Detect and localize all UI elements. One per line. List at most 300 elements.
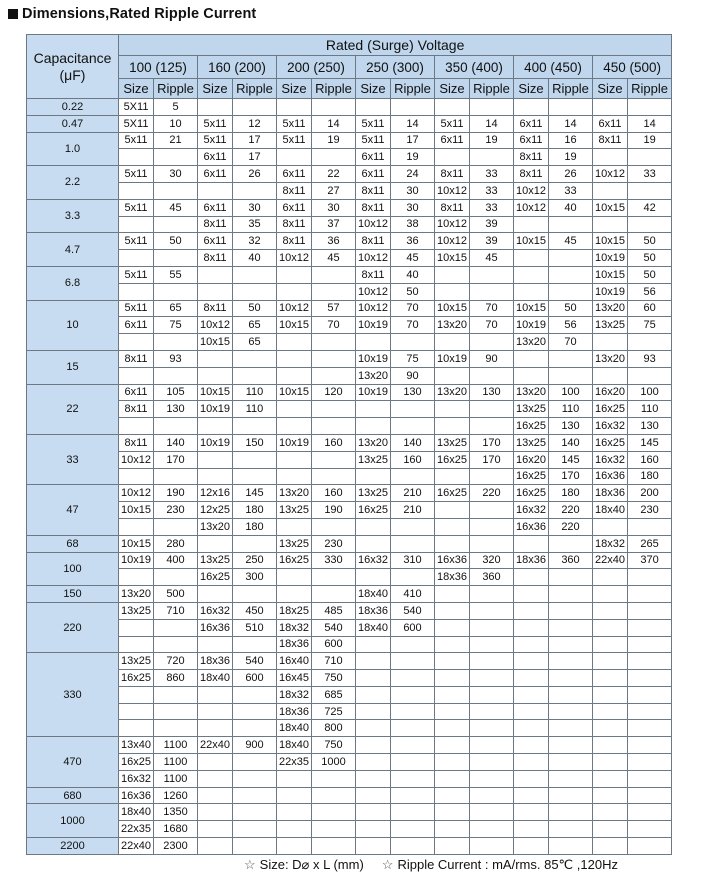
size-cell (119, 216, 154, 233)
size-cell (277, 334, 312, 351)
size-cell (593, 787, 628, 804)
ripple-cell (470, 535, 514, 552)
table-row (27, 216, 672, 233)
size-cell (435, 670, 470, 687)
size-cell (356, 418, 391, 435)
size-cell (119, 182, 154, 199)
size-cell: 16x36 (435, 552, 470, 569)
size-cell (119, 636, 154, 653)
size-cell (277, 804, 312, 821)
ripple-cell (628, 182, 672, 199)
size-cell (593, 686, 628, 703)
size-cell (277, 569, 312, 586)
size-cell (356, 838, 391, 855)
ripple-cell (233, 586, 277, 603)
size-cell (514, 569, 549, 586)
size-cell (514, 367, 549, 384)
capacitance-cell: 220 (27, 602, 119, 652)
size-cell: 10x12 (356, 250, 391, 267)
size-cell (435, 720, 470, 737)
size-cell (435, 367, 470, 384)
ripple-cell: 2300 (154, 838, 198, 855)
size-cell: 22x40 (198, 737, 233, 754)
ripple-cell (233, 821, 277, 838)
size-cell: 13x20 (593, 350, 628, 367)
ripple-cell: 130 (628, 418, 672, 435)
size-cell: 13x25 (119, 602, 154, 619)
ripple-cell (628, 787, 672, 804)
size-note: Size: D⌀ x L (mm) (259, 857, 364, 872)
size-cell: 8x11 (593, 132, 628, 149)
table-row (27, 199, 672, 216)
ripple-cell: 17 (233, 132, 277, 149)
ripple-cell (154, 367, 198, 384)
ripple-cell: 75 (154, 317, 198, 334)
ripple-cell: 720 (154, 653, 198, 670)
capacitance-cell: 4.7 (27, 233, 119, 267)
ripple-cell (312, 838, 356, 855)
size-cell: 6x11 (119, 384, 154, 401)
table-row (27, 317, 672, 334)
size-cell: 18x36 (356, 602, 391, 619)
ripple-cell (233, 182, 277, 199)
size-cell: 10x19 (356, 317, 391, 334)
ripple-cell (470, 586, 514, 603)
size-cell: 8x11 (119, 434, 154, 451)
table-row (27, 602, 672, 619)
size-cell: 13x25 (514, 434, 549, 451)
ripple-cell (312, 518, 356, 535)
size-cell (277, 418, 312, 435)
size-cell: 10x12 (435, 233, 470, 250)
ripple-cell (391, 653, 435, 670)
ripple-cell (312, 468, 356, 485)
size-cell: 16x36 (514, 518, 549, 535)
table-row (27, 350, 672, 367)
size-cell: 10x19 (198, 434, 233, 451)
ripple-cell: 40 (549, 199, 593, 216)
ripple-cell: 1350 (154, 804, 198, 821)
ripple-cell: 39 (470, 216, 514, 233)
ripple-cell: 170 (154, 451, 198, 468)
ripple-cell: 38 (391, 216, 435, 233)
ripple-cell (549, 602, 593, 619)
ripple-cell: 485 (312, 602, 356, 619)
ripple-cell: 180 (233, 502, 277, 519)
size-cell (198, 535, 233, 552)
size-cell: 8x11 (119, 350, 154, 367)
table-row (27, 754, 672, 771)
dimensions-table (26, 34, 672, 855)
size-cell (277, 350, 312, 367)
size-cell (435, 535, 470, 552)
size-cell: 8x11 (356, 266, 391, 283)
ripple-cell (312, 367, 356, 384)
ripple-cell: 24 (391, 166, 435, 183)
ripple-cell: 600 (391, 619, 435, 636)
ripple-cell (470, 266, 514, 283)
size-cell (593, 703, 628, 720)
ripple-cell (391, 468, 435, 485)
size-cell: 6x11 (356, 166, 391, 183)
ripple-cell: 19 (312, 132, 356, 149)
ripple-label: Ripple (312, 79, 356, 99)
size-cell: 8x11 (356, 233, 391, 250)
voltage-column-header: 100 (125) (119, 56, 198, 79)
ripple-cell (154, 636, 198, 653)
size-cell (435, 401, 470, 418)
size-cell: 18x32 (277, 686, 312, 703)
size-cell: 6x11 (198, 166, 233, 183)
ripple-cell: 145 (628, 434, 672, 451)
size-cell (514, 602, 549, 619)
size-cell: 10x12 (356, 300, 391, 317)
ripple-cell (628, 703, 672, 720)
ripple-cell: 750 (312, 737, 356, 754)
ripple-cell: 17 (391, 132, 435, 149)
table-row (27, 535, 672, 552)
ripple-cell: 57 (312, 300, 356, 317)
ripple-label: Ripple (628, 79, 672, 99)
ripple-cell: 36 (312, 233, 356, 250)
ripple-label: Ripple (233, 79, 277, 99)
ripple-cell (470, 770, 514, 787)
ripple-cell (470, 149, 514, 166)
ripple-cell (628, 518, 672, 535)
size-cell: 18x40 (277, 737, 312, 754)
ripple-cell: 330 (312, 552, 356, 569)
size-cell (198, 418, 233, 435)
ripple-cell: 90 (391, 367, 435, 384)
size-cell: 16x25 (119, 670, 154, 687)
ripple-cell (233, 770, 277, 787)
size-cell: 8x11 (435, 166, 470, 183)
ripple-cell (549, 216, 593, 233)
ripple-cell (628, 838, 672, 855)
ripple-cell: 200 (628, 485, 672, 502)
size-cell: 13x20 (356, 367, 391, 384)
size-cell: 18x40 (593, 502, 628, 519)
size-cell: 13x20 (435, 384, 470, 401)
size-cell (356, 686, 391, 703)
ripple-cell: 60 (628, 300, 672, 317)
size-cell: 8x11 (277, 216, 312, 233)
size-cell (514, 804, 549, 821)
ripple-cell: 33 (470, 199, 514, 216)
ripple-cell (391, 838, 435, 855)
size-cell: 5X11 (119, 99, 154, 116)
table-row (27, 99, 672, 116)
ripple-cell: 33 (470, 182, 514, 199)
ripple-cell (391, 754, 435, 771)
size-cell: 10x19 (593, 283, 628, 300)
ripple-cell (628, 754, 672, 771)
size-cell (514, 838, 549, 855)
ripple-cell (549, 670, 593, 687)
ripple-cell (233, 535, 277, 552)
table-row (27, 770, 672, 787)
ripple-cell (628, 569, 672, 586)
ripple-cell (470, 720, 514, 737)
size-cell (593, 737, 628, 754)
size-cell (593, 518, 628, 535)
size-cell: 6x11 (277, 199, 312, 216)
voltage-column-header: 160 (200) (198, 56, 277, 79)
ripple-label: Ripple (549, 79, 593, 99)
table-row (27, 166, 672, 183)
ripple-cell: 1680 (154, 821, 198, 838)
size-cell (356, 770, 391, 787)
size-cell: 10x19 (435, 350, 470, 367)
size-cell: 22x35 (277, 754, 312, 771)
ripple-cell: 110 (233, 401, 277, 418)
size-cell (593, 804, 628, 821)
size-cell: 13x20 (435, 317, 470, 334)
size-cell: 5x11 (119, 199, 154, 216)
ripple-cell (470, 653, 514, 670)
size-cell (514, 686, 549, 703)
ripple-cell: 36 (391, 233, 435, 250)
ripple-cell: 280 (154, 535, 198, 552)
size-cell: 13x20 (356, 434, 391, 451)
size-cell (356, 99, 391, 116)
ripple-cell (154, 216, 198, 233)
ripple-cell: 170 (470, 451, 514, 468)
ripple-cell (549, 686, 593, 703)
ripple-cell: 800 (312, 720, 356, 737)
ripple-cell: 45 (549, 233, 593, 250)
size-cell (198, 182, 233, 199)
size-cell: 18x36 (435, 569, 470, 586)
size-cell: 10x15 (119, 535, 154, 552)
ripple-cell (549, 619, 593, 636)
table-row (27, 787, 672, 804)
size-cell: 16x25 (514, 468, 549, 485)
size-cell (119, 720, 154, 737)
size-cell: 16x32 (514, 502, 549, 519)
size-cell (198, 283, 233, 300)
size-cell (356, 518, 391, 535)
size-cell (277, 99, 312, 116)
ripple-cell (549, 770, 593, 787)
ripple-cell (233, 283, 277, 300)
ripple-cell (549, 586, 593, 603)
ripple-cell: 900 (233, 737, 277, 754)
size-cell: 13x25 (277, 535, 312, 552)
size-cell: 10x15 (277, 317, 312, 334)
table-row (27, 838, 672, 855)
ripple-cell: 860 (154, 670, 198, 687)
ripple-cell (549, 266, 593, 283)
size-cell: 6x11 (277, 166, 312, 183)
ripple-cell: 55 (154, 266, 198, 283)
ripple-cell (154, 182, 198, 199)
capacitance-cell: 15 (27, 350, 119, 384)
size-cell (514, 754, 549, 771)
ripple-cell: 30 (154, 166, 198, 183)
size-label: Size (277, 79, 312, 99)
size-cell (119, 686, 154, 703)
ripple-cell (470, 401, 514, 418)
size-cell (119, 149, 154, 166)
ripple-cell (470, 418, 514, 435)
size-cell (356, 334, 391, 351)
size-cell (356, 754, 391, 771)
size-cell: 16x32 (593, 451, 628, 468)
size-cell: 16x20 (514, 451, 549, 468)
size-cell (119, 703, 154, 720)
ripple-cell: 310 (391, 552, 435, 569)
size-cell (435, 468, 470, 485)
size-cell: 8x11 (514, 166, 549, 183)
size-cell: 6x11 (514, 132, 549, 149)
size-cell (356, 535, 391, 552)
size-cell (198, 99, 233, 116)
table-row (27, 334, 672, 351)
ripple-cell (549, 754, 593, 771)
ripple-cell: 56 (549, 317, 593, 334)
star-icon: ☆ (381, 857, 394, 872)
size-cell: 16x36 (593, 468, 628, 485)
size-cell: 12x16 (198, 485, 233, 502)
ripple-cell: 130 (549, 418, 593, 435)
size-cell (514, 670, 549, 687)
size-cell (514, 586, 549, 603)
size-cell: 12x25 (198, 502, 233, 519)
size-cell: 16x32 (593, 418, 628, 435)
ripple-cell: 35 (233, 216, 277, 233)
size-cell (593, 367, 628, 384)
size-cell: 8x11 (119, 401, 154, 418)
ripple-cell (154, 334, 198, 351)
size-cell: 10x12 (435, 216, 470, 233)
ripple-cell (549, 535, 593, 552)
ripple-cell: 110 (233, 384, 277, 401)
table-row (27, 468, 672, 485)
size-cell: 13x25 (593, 317, 628, 334)
table-row (27, 619, 672, 636)
ripple-cell (312, 804, 356, 821)
ripple-cell (391, 737, 435, 754)
size-cell: 8x11 (277, 182, 312, 199)
ripple-cell: 190 (312, 502, 356, 519)
size-cell: 16x32 (198, 602, 233, 619)
ripple-cell: 710 (312, 653, 356, 670)
size-cell: 16x25 (593, 401, 628, 418)
ripple-cell: 110 (628, 401, 672, 418)
size-cell (593, 569, 628, 586)
ripple-cell: 360 (549, 552, 593, 569)
capacitance-header: Capacitance (μF) (27, 35, 119, 99)
size-cell: 16x36 (119, 787, 154, 804)
ripple-cell: 50 (233, 300, 277, 317)
ripple-cell: 19 (391, 149, 435, 166)
size-cell: 10x15 (514, 300, 549, 317)
ripple-cell: 17 (233, 149, 277, 166)
bullet-square-icon (8, 9, 18, 19)
ripple-cell (391, 518, 435, 535)
size-cell: 18x36 (277, 636, 312, 653)
capacitance-cell: 33 (27, 434, 119, 484)
ripple-cell (628, 686, 672, 703)
size-cell: 13x20 (119, 586, 154, 603)
size-cell (119, 619, 154, 636)
size-cell: 10x12 (277, 250, 312, 267)
ripple-label: Ripple (470, 79, 514, 99)
capacitance-cell: 470 (27, 737, 119, 787)
size-cell (198, 266, 233, 283)
ripple-cell (549, 350, 593, 367)
ripple-cell: 1100 (154, 754, 198, 771)
ripple-cell (233, 636, 277, 653)
size-cell (435, 418, 470, 435)
ripple-cell: 19 (628, 132, 672, 149)
size-cell (277, 518, 312, 535)
size-cell (514, 535, 549, 552)
size-cell (435, 619, 470, 636)
ripple-cell (154, 686, 198, 703)
ripple-cell: 600 (233, 670, 277, 687)
size-cell: 10x19 (593, 250, 628, 267)
ripple-cell (233, 266, 277, 283)
size-cell (198, 838, 233, 855)
ripple-cell (470, 787, 514, 804)
size-cell (198, 636, 233, 653)
ripple-cell: 140 (549, 434, 593, 451)
ripple-cell (628, 149, 672, 166)
ripple-cell: 16 (549, 132, 593, 149)
size-cell (593, 619, 628, 636)
table-row (27, 451, 672, 468)
size-label: Size (198, 79, 233, 99)
size-cell (119, 518, 154, 535)
size-cell: 10x19 (277, 434, 312, 451)
size-cell: 8x11 (514, 149, 549, 166)
size-cell: 13x25 (356, 451, 391, 468)
ripple-cell: 70 (391, 300, 435, 317)
size-cell: 6x11 (198, 199, 233, 216)
size-cell (435, 334, 470, 351)
size-cell: 5x11 (119, 166, 154, 183)
size-cell: 5x11 (277, 115, 312, 132)
size-cell (593, 838, 628, 855)
size-cell (356, 636, 391, 653)
size-cell (198, 720, 233, 737)
ripple-cell: 500 (154, 586, 198, 603)
ripple-cell: 710 (154, 602, 198, 619)
size-label: Size (119, 79, 154, 99)
ripple-cell: 160 (312, 485, 356, 502)
ripple-cell (628, 720, 672, 737)
size-cell (593, 334, 628, 351)
size-cell: 18x32 (277, 619, 312, 636)
size-cell (356, 468, 391, 485)
table-row (27, 300, 672, 317)
ripple-cell (628, 636, 672, 653)
size-cell: 13x25 (356, 485, 391, 502)
ripple-cell (628, 602, 672, 619)
size-cell (435, 502, 470, 519)
ripple-cell (470, 754, 514, 771)
ripple-cell: 45 (154, 199, 198, 216)
size-cell: 22x35 (119, 821, 154, 838)
size-cell (198, 686, 233, 703)
size-cell: 10x15 (593, 266, 628, 283)
size-cell (277, 787, 312, 804)
ripple-cell: 33 (628, 166, 672, 183)
ripple-cell: 410 (391, 586, 435, 603)
size-label: Size (435, 79, 470, 99)
